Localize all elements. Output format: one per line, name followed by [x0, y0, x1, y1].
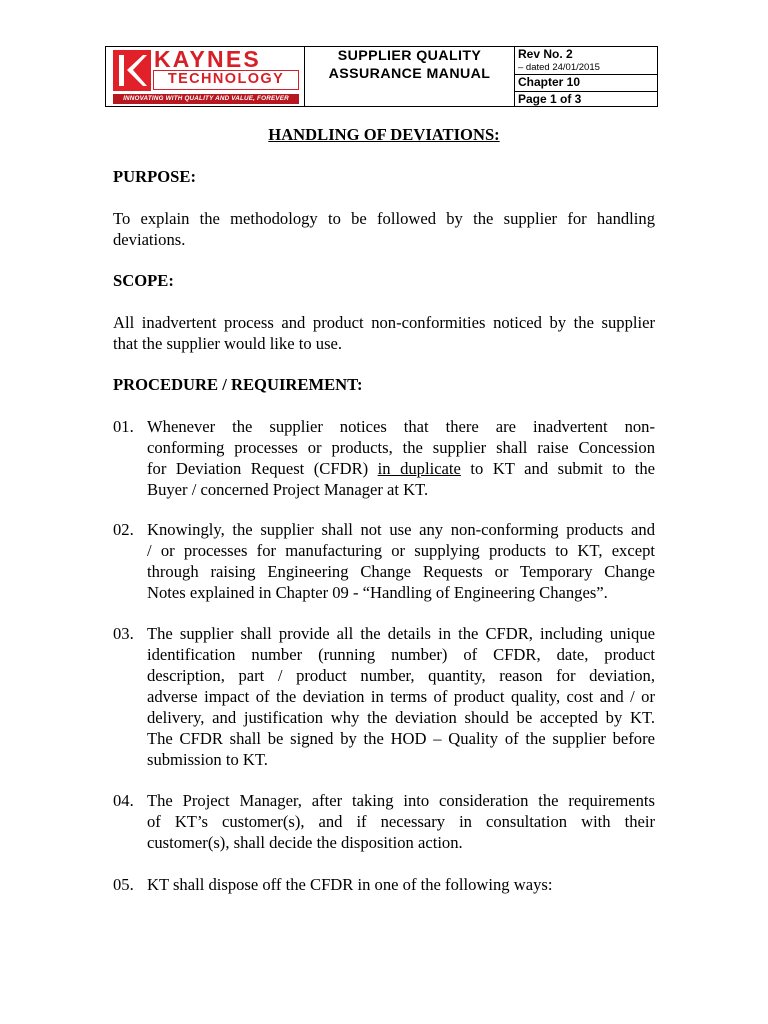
item-line: adverse impact of the deviation in terms of product quality, cost and / or [147, 687, 655, 706]
item-line: Knowingly, the supplier shall not use any non-conforming products and [147, 520, 655, 539]
item-line: Notes explained in Chapter 09 - “Handling of Engineering Changes”. [147, 583, 608, 602]
item-text [147, 790, 655, 853]
item-text [147, 416, 655, 500]
item-number: 04. [113, 791, 134, 810]
item-line: / or processes for manufacturing or supplying products to KT, except [147, 541, 655, 560]
item-text [147, 874, 655, 895]
item-number: 01. [113, 417, 134, 436]
purpose-line: deviations. [113, 230, 186, 249]
manual-title-line2: ASSURANCE MANUAL [328, 66, 491, 82]
item-line: description, part / product number, quantity, reason for deviation, [147, 666, 655, 685]
document-header [105, 46, 658, 107]
item-line: customer(s), shall decide the disposition action. [147, 833, 463, 852]
item-text [147, 623, 655, 770]
item-text [147, 519, 655, 603]
scope-line: All inadvertent process and product non-conformities noticed by the supplier [113, 313, 655, 332]
chapter-number: Chapter 10 [518, 75, 581, 89]
item-line: KT shall dispose off the CFDR in one of the following ways: [147, 875, 553, 894]
underlined-text: in duplicate [377, 459, 461, 478]
header-divider-2 [514, 46, 515, 107]
purpose-text [113, 208, 655, 250]
item-number: 03. [113, 624, 134, 643]
item-line: identification number (running number) of CFDR, date, product [147, 645, 655, 664]
item-number: 02. [113, 520, 134, 539]
company-logo [106, 47, 304, 106]
logo-mark-icon [113, 50, 151, 91]
item-line: Buyer / concerned Project Manager at KT. [147, 480, 429, 499]
logo-tagline: INNOVATING WITH QUALITY AND VALUE, FOREVER [113, 94, 299, 104]
item-line: conforming processes or products, the supplier shall raise Concession [147, 438, 655, 457]
purpose-line: To explain the methodology to be followed by the supplier for handling [113, 209, 655, 228]
procedure-heading: PROCEDURE / REQUIREMENT: [113, 375, 363, 394]
item-line: submission to KT. [147, 750, 268, 769]
item-line: The supplier shall provide all the details in the CFDR, including unique [147, 624, 655, 643]
document-title: HANDLING OF DEVIATIONS: [268, 125, 500, 144]
logo-brand-text: KAYNES [154, 46, 261, 72]
revision-number: Rev No. 2 [518, 47, 573, 61]
scope-heading: SCOPE: [113, 271, 174, 290]
item-line: of KT’s customer(s), and if necessary in consultation with their [147, 812, 655, 831]
scope-text [113, 312, 655, 354]
item-line: The Project Manager, after taking into consideration the requirements [147, 791, 655, 810]
scope-line: that the supplier would like to use. [113, 334, 343, 353]
item-line: The CFDR shall be signed by the HOD – Quality of the supplier before [147, 729, 655, 748]
item-line: Whenever the supplier notices that there are inadvertent non- [147, 417, 655, 436]
logo-sub-text: TECHNOLOGY [153, 70, 299, 90]
header-border-right [657, 46, 658, 107]
item-line [147, 458, 655, 479]
item-number: 05. [113, 875, 134, 894]
purpose-heading: PURPOSE: [113, 167, 196, 186]
manual-title-line1: SUPPLIER QUALITY [337, 48, 482, 64]
item-line-part: for Deviation Request (CFDR) [147, 459, 378, 478]
item-line-part: to KT and submit to the [460, 459, 655, 478]
item-line: through raising Engineering Change Requests or Temporary Change [147, 562, 655, 581]
page-number: Page 1 of 3 [518, 92, 582, 106]
revision-date: – dated 24/01/2015 [518, 62, 600, 73]
item-line: delivery, and justification why the deviation should be accepted by KT. [147, 708, 655, 727]
manual-title [305, 46, 514, 107]
